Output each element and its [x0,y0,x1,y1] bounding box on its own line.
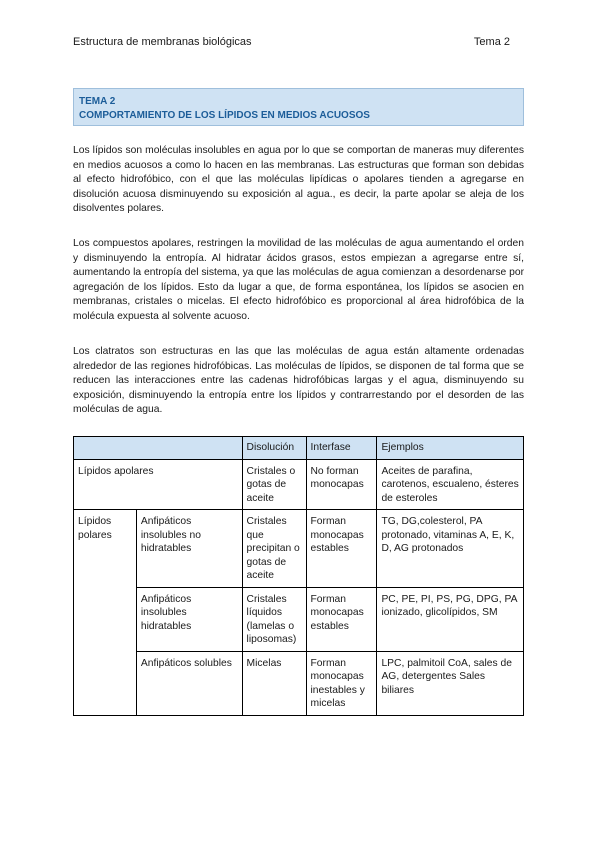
cell-interfase: Forman monocapas inestables y micelas [306,651,377,715]
table-row [74,651,524,715]
cell-ejemplos: LPC, palmitoil CoA, sales de AG, detergentes Sales biliares [377,651,524,715]
cell-disolucion: Cristales líquidos (lamelas o liposomas) [242,587,306,651]
row-label-apolares: Lípidos apolares [74,459,243,510]
cell-interfase: Forman monocapas estables [306,587,377,651]
paragraph-3: Los clatratos son estructuras en las que las moléculas de agua están altamente ordenadas alrededor de las regiones hidrofóbicas. Las moléculas de lípidos, se disponen de tal forma que se reducen las interacciones entre las cadenas hidrofóbicas largas y el agua, disminuyendo su exposición, disminuyendo la entropía entre los lípidos y contrarrestando por el desorden de las moléculas de agua. [73,346,524,416]
header-ejemplos: Ejemplos [377,437,524,460]
cell-interfase: Forman monocapas estables [306,510,377,588]
cell-interfase: No forman monocapas [306,459,377,510]
cell-disolucion: Cristales que precipitan o gotas de aceite [242,510,306,588]
cell-disolucion: Micelas [242,651,306,715]
subrow-label: Anfipáticos solubles [136,651,242,715]
subrow-label: Anfipáticos insolubles no hidratables [136,510,242,588]
table-row [74,587,524,651]
section-number: TEMA 2 [79,96,116,107]
header-disolucion: Disolución [242,437,306,460]
section-title-box [73,88,524,126]
cell-ejemplos: PC, PE, PI, PS, PG, DPG, PA ionizado, glicolípidos, SM [377,587,524,651]
header-document-title: Estructura de membranas biológicas [73,36,252,48]
cell-ejemplos: TG, DG,colesterol, PA protonado, vitaminas A, E, K, D, AG protonados [377,510,524,588]
header-empty-cell [74,437,243,460]
table-row [74,459,524,510]
paragraph-2: Los compuestos apolares, restringen la movilidad de las moléculas de agua aumentando el orden y disminuyendo la entropía. Al hidratar ácidos grasos, estos empiezan a agregarse entre sí, aumentando la entropía del sistema, ya que las moléculas de agua comienzan a desordenarse por agregación de los lípidos. Esto da lugar a que, de forma espontánea, los lípidos se asocien en membranas, cristales o micelas. El efecto hidrofóbico es proporcional al área hidrofóbica de la molécula expuesta al solvente acuoso. [73,238,524,322]
header-chapter: Tema 2 [473,36,510,48]
subrow-label: Anfipáticos insolubles hidratables [136,587,242,651]
table-row [74,510,524,588]
cell-ejemplos: Aceites de parafina, carotenos, escualeno, ésteres de esteroles [377,459,524,510]
lipid-behavior-table [73,436,524,716]
paragraph-1: Los lípidos son moléculas insolubles en agua por lo que se comportan de maneras muy diferentes en medios acuosos a como lo hacen en las membranas. Las estructuras que forman son debidas al efecto hidrofóbico, con el que las moléculas lipídicas o apolares tienden a agregarse en disolución acuosa disminuyendo su exposición al agua., es decir, la parte apolar se aleja de los disolventes polares. [73,145,524,215]
header-interfase: Interfase [306,437,377,460]
row-label-polares: Lípidos polares [74,510,137,716]
table-header-row [74,437,524,460]
section-title: COMPORTAMIENTO DE LOS LÍPIDOS EN MEDIOS ACUOSOS [79,110,370,121]
cell-disolucion: Cristales o gotas de aceite [242,459,306,510]
